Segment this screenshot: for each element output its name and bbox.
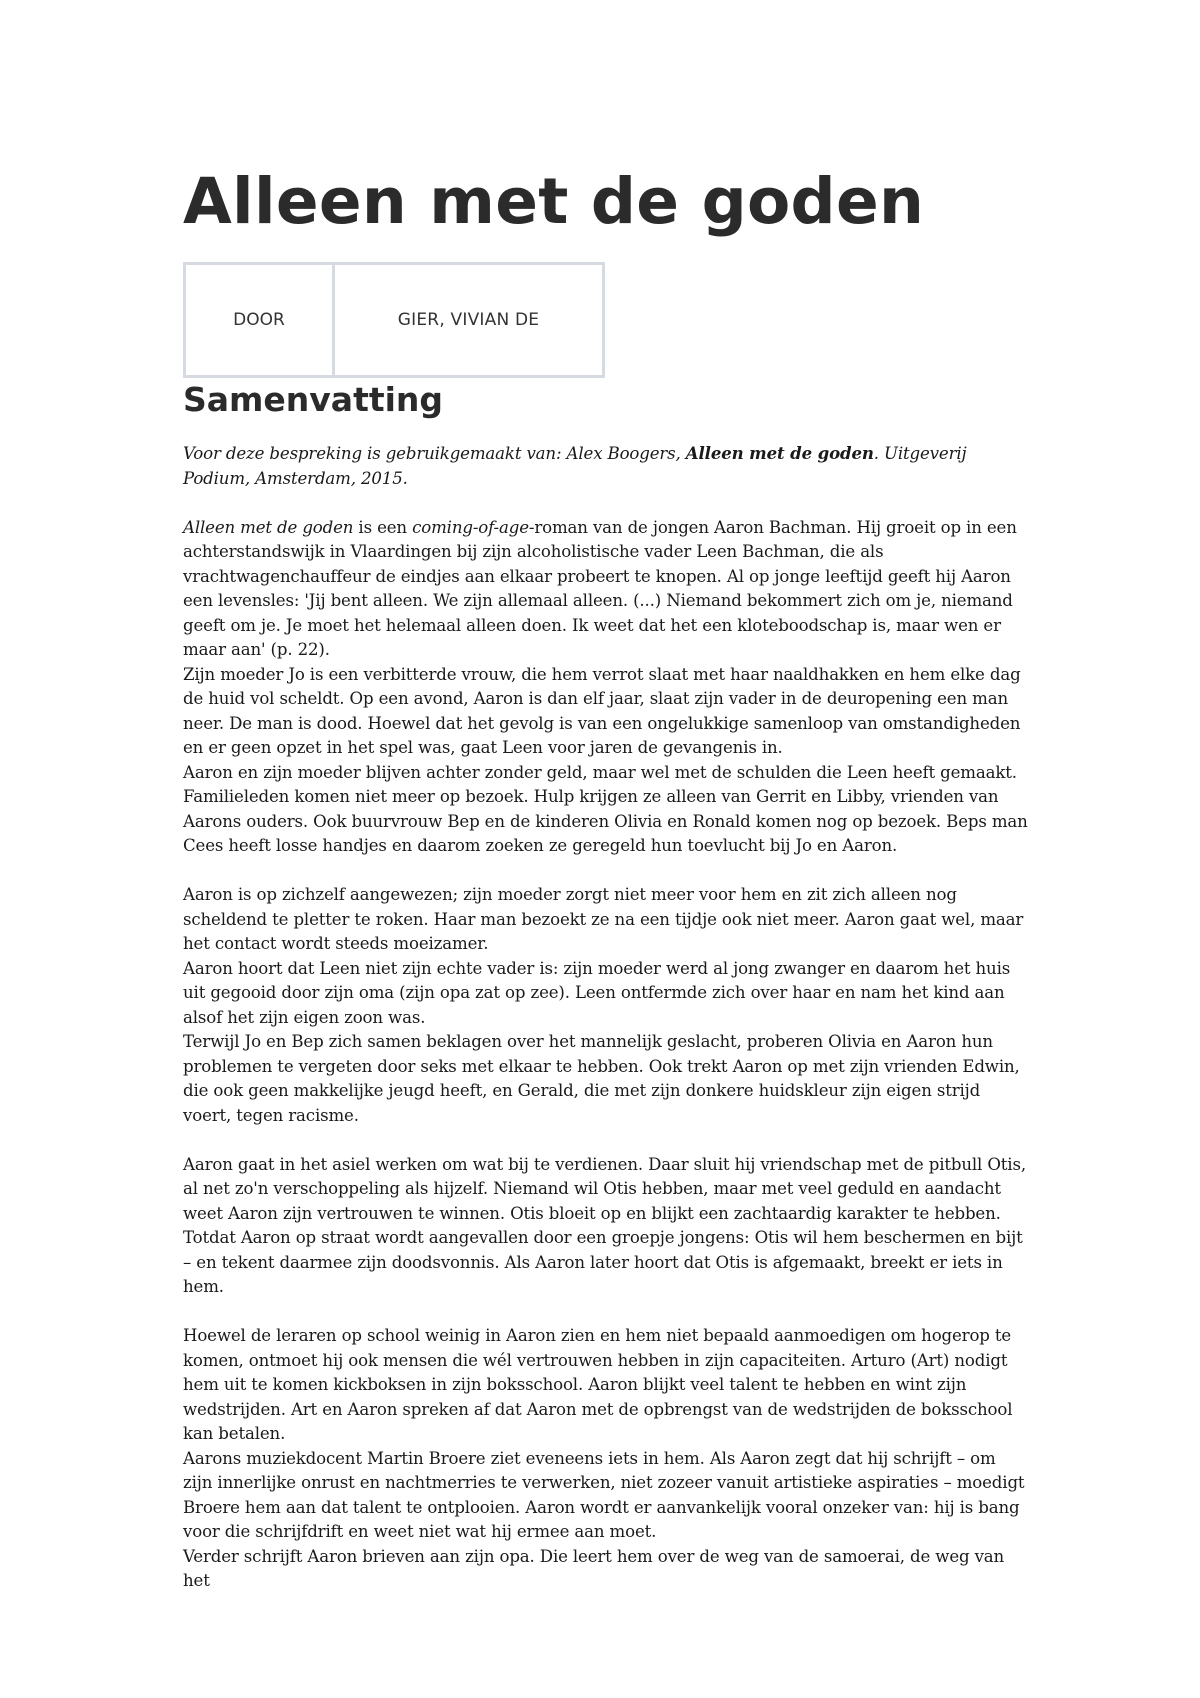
summary-paragraph: Hoewel de leraren op school weinig in Aaron zien en hem niet bepaald aanmoedigen om hogerop te komen, ontmoet hij ook mensen die wél vertrouwen hebben in zijn capaciteiten. Arturo (Art) nodigt hem uit te komen kickboksen in zijn boksschool. Aaron blijkt veel talent te hebben en wint zijn wedstrijden. Art en Aaron spreken af dat Aaron met de opbrengst van de wedstrijden de boksschool kan betalen. xyxy=(183,1326,1013,1443)
summary-paragraph: Aaron is op zichzelf aangewezen; zijn moeder zorgt niet meer voor hem en zit zich alleen nog scheldend te pletter te roken. Haar man bezoekt ze na een tijdje ook niet meer. Aaron gaat wel, maar het contact wordt steeds moeizamer. xyxy=(183,885,1024,953)
intro-text-2: -roman van de jongen Aaron Bachman. Hij groeit op in een achterstandswijk in Vlaardingen bij zijn alcoholistische vader Leen Bachman, die als vrachtwagenchauffeur de eindjes aan elkaar probeert te knopen. Al op jonge leeftijd geeft hij Aaron een levensles: 'Jij bent alleen. We zijn allemaal alleen. (...) Niemand bekommert zich om je, niemand geeft om je. Je moet het helemaal alleen doen. Ik weet dat het een kloteboodschap is, maar wen er maar aan' (p. 22). xyxy=(183,517,1017,659)
summary-paragraph: Aarons muziekdocent Martin Broere ziet eveneens iets in hem. Als Aaron zegt dat hij schrijft – om zijn innerlijke onrust en nachtmerries te verwerken, niet zozeer vanuit artistieke aspiraties – moedigt Broere hem aan dat talent te ontplooien. Aaron wordt er aanvankelijk vooral onzeker van: hij is bang voor die schrijfdrift en weet niet wat hij ermee aan moet. xyxy=(183,1448,1025,1541)
section-heading: Samenvatting xyxy=(183,380,444,419)
paragraph-gap xyxy=(183,491,1028,516)
source-note xyxy=(183,441,1028,491)
summary-body xyxy=(183,441,1028,1594)
paragraph-gap xyxy=(183,1300,1028,1325)
summary-paragraph: Zijn moeder Jo is een verbitterde vrouw, die hem verrot slaat met haar naaldhakken en hem elke dag de huid vol scheldt. Op een avond, Aaron is dan elf jaar, slaat zijn vader in de deuropening een man neer. De man is dood. Hoewel dat het gevolg is van een ongelukkige samenloop van omstandigheden en er geen opzet in het spel was, gaat Leen voor jaren de gevangenis in. xyxy=(183,664,1021,757)
author-name: GIER, VIVIAN DE xyxy=(397,310,540,330)
summary-paragraph: Terwijl Jo en Bep zich samen beklagen over het mannelijk geslacht, proberen Olivia en Aaron hun problemen te vergeten door seks met elkaar te hebben. Ook trekt Aaron op met zijn vrienden Edwin, die ook geen makkelijke jeugd heeft, en Gerald, die met zijn donkere huidskleur zijn eigen strijd voert, tegen racisme. xyxy=(183,1032,1020,1125)
author-table xyxy=(183,262,605,378)
document-page xyxy=(183,165,1028,1594)
intro-paragraph xyxy=(183,516,1028,663)
paragraph-list xyxy=(183,663,1028,1594)
author-label: DOOR xyxy=(186,265,335,375)
source-note-suffix: . Uitgeverij Podium, Amsterdam, 2015. xyxy=(183,444,967,488)
paragraph-gap xyxy=(183,859,1028,884)
intro-title: Alleen met de goden xyxy=(183,517,354,537)
intro-text-1: is een xyxy=(353,517,413,537)
source-note-book-title: Alleen met de goden xyxy=(685,443,874,463)
summary-paragraph: Aaron hoort dat Leen niet zijn echte vader is: zijn moeder werd al jong zwanger en daarom het huis uit gegooid door zijn oma (zijn opa zat op zee). Leen ontfermde zich over haar en nam het kind aan alsof het zijn eigen zoon was. xyxy=(183,958,1011,1027)
summary-paragraph: Aaron en zijn moeder blijven achter zonder geld, maar wel met de schulden die Leen heeft gemaakt. Familieleden komen niet meer op bezoek. Hulp krijgen ze alleen van Gerrit en Libby, vrienden van Aarons ouders. Ook buurvrouw Bep en de kinderen Olivia en Ronald komen nog op bezoek. Beps man Cees heeft losse handjes en daarom zoeken ze geregeld hun toevlucht bij Jo en Aaron. xyxy=(183,762,1028,855)
page-title: Alleen met de goden xyxy=(183,165,925,238)
summary-paragraph: Aaron gaat in het asiel werken om wat bij te verdienen. Daar sluit hij vriendschap met de pitbull Otis, al net zo'n verschoppeling als hijzelf. Niemand wil Otis hebben, maar met veel geduld en aandacht weet Aaron zijn vertrouwen te winnen. Otis bloeit op en blijkt een zachtaardig karakter te hebben. Totdat Aaron op straat wordt aangevallen door een groepje jongens: Otis wil hem beschermen en bijt – en tekent daarmee zijn doodsvonnis. Als Aaron later hoort dat Otis is afgemaakt, breekt er iets in hem. xyxy=(183,1154,1026,1296)
intro-genre: coming-of-age xyxy=(412,517,529,537)
source-note-prefix: Voor deze bespreking is gebruikgemaakt van: Alex Boogers, xyxy=(183,444,686,463)
paragraph-gap xyxy=(183,1128,1028,1153)
summary-paragraph: Verder schrijft Aaron brieven aan zijn opa. Die leert hem over de weg van de samoerai, de weg van het xyxy=(183,1546,1005,1590)
